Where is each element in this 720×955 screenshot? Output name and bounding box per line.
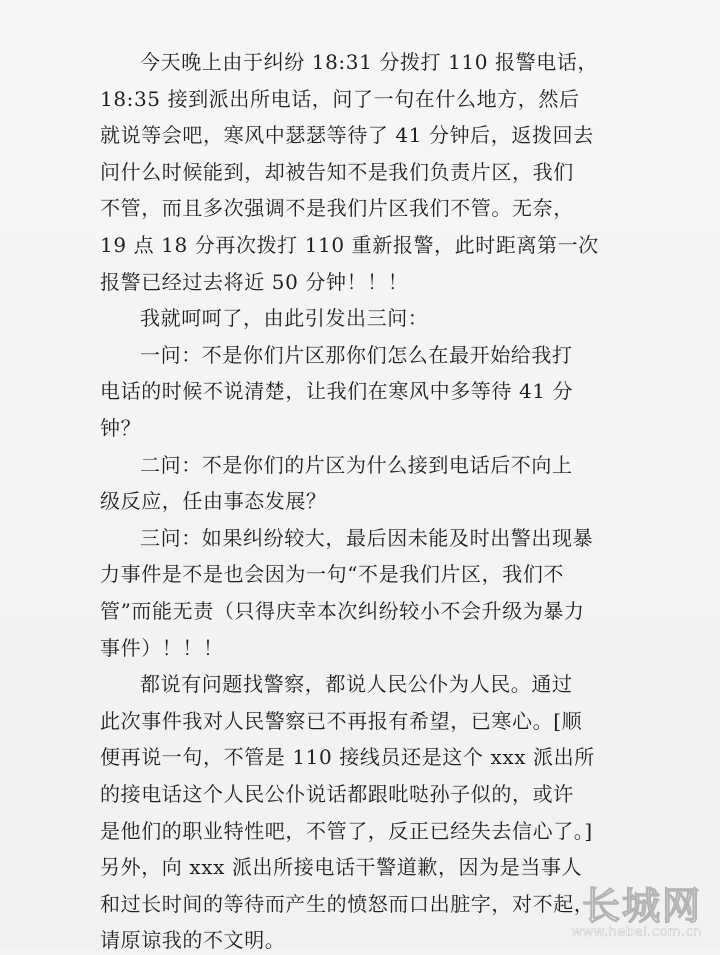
letter-line: 便再说一句，不管是 110 接线员还是这个 xxx 派出所 xyxy=(100,745,595,769)
letter-line: 报警已经过去将近 50 分钟！！！ xyxy=(100,270,409,294)
letter-line: 我就呵呵了，由此引发出三问： xyxy=(140,306,429,330)
letter-line: 19 点 18 分再次拨打 110 重新报警，此时距离第一次 xyxy=(100,233,599,257)
letter-line: 就说等会吧，寒风中瑟瑟等待了 41 分钟后，返拨回去 xyxy=(100,123,594,147)
watermark-logo: 长城网 xyxy=(581,884,702,928)
letter-line: 和过长时间的等待而产生的愤怒而口出脏字，对不起， xyxy=(100,892,595,916)
letter-line: 另外，向 xxx 派出所接电话干警道歉，因为是当事人 xyxy=(100,855,583,879)
letter-line: 钟？ xyxy=(100,416,142,440)
letter-line: 级反应，任由事态发展？ xyxy=(100,489,327,513)
letter-line: 一问：不是你们片区那你们怎么在最开始给我打 xyxy=(140,343,573,367)
letter-line: 不管，而且多次强调不是我们片区我们不管。无奈， xyxy=(100,196,574,220)
watermark-url: www.hebei.com.cn xyxy=(571,925,702,940)
letter-line: 的接电话这个人民公仆说话都跟吡哒孙子似的，或许 xyxy=(100,782,574,806)
letter-line: 今天晚上由于纠纷 18:31 分拨打 110 报警电话， xyxy=(140,50,599,74)
letter-line: 事件）！！！ xyxy=(100,636,224,660)
letter-line: 管”而能无责（只得庆幸本次纠纷较小不会升级为暴力 xyxy=(100,599,585,623)
letter-line: 请原谅我的不文明。 xyxy=(100,928,286,952)
letter-line: 二问：不是你们的片区为什么接到电话后不向上 xyxy=(140,453,573,477)
letter-line: 三问：如果纠纷较大，最后因未能及时出警出现暴 xyxy=(140,526,594,550)
letter-line: 此次事件我对人民警察已不再报有希望，已寒心。[顺 xyxy=(100,709,583,733)
letter-line: 力事件是不是也会因为一句“不是我们片区，我们不 xyxy=(100,562,565,586)
letter-line: 是他们的职业特性吧，不管了，反正已经失去信心了。] xyxy=(100,819,593,843)
site-watermark xyxy=(572,886,702,940)
letter-line: 电话的时候不说清楚，让我们在寒风中多等待 41 分 xyxy=(100,379,574,403)
letter-line: 问什么时候能到，却被告知不是我们负责片区，我们 xyxy=(100,160,574,184)
letter-line: 18:35 接到派出所电话，问了一句在什么地方，然后 xyxy=(100,87,580,111)
letter-line: 都说有问题找警察，都说人民公仆为人民。通过 xyxy=(140,672,573,696)
